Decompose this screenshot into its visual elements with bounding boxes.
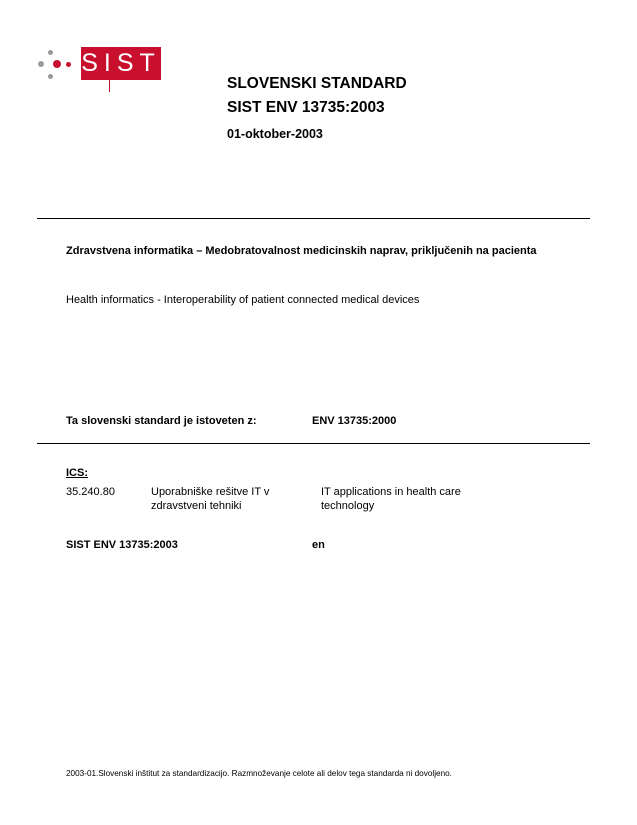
logo-dot-icon	[53, 60, 61, 68]
publication-date: 01-oktober-2003	[227, 127, 323, 141]
title-slovenian: Zdravstvena informatika – Medobratovalnost medicinskih naprav, priključenih na pacienta	[66, 245, 537, 257]
title-english: Health informatics - Interoperability of patient connected medical devices	[66, 294, 420, 306]
identical-label: Ta slovenski standard je istoveten z:	[66, 415, 257, 427]
ics-code: 35.240.80	[66, 486, 115, 498]
middle-divider	[37, 443, 590, 444]
designation-language: en	[312, 539, 325, 551]
identical-value: ENV 13735:2000	[312, 415, 397, 427]
ics-slovenian: Uporabniške rešitve IT v zdravstveni tehniki	[151, 486, 270, 512]
logo-dot-icon	[66, 62, 71, 67]
logo-dot-icon	[48, 74, 53, 79]
logo-dot-icon	[48, 50, 53, 55]
logo-bar	[109, 80, 110, 92]
logo-dot-icon	[38, 61, 44, 67]
logo-text: SIST	[81, 47, 161, 80]
ics-label: ICS:	[66, 467, 88, 479]
top-divider	[37, 218, 590, 219]
standard-heading: SLOVENSKI STANDARD	[227, 75, 407, 92]
copyright-footer: 2003-01.Slovenski inštitut za standardizacijo. Razmnoževanje celote ali delov tega standarda ni dovoljeno.	[66, 769, 452, 778]
designation-code: SIST ENV 13735:2003	[66, 539, 178, 551]
ics-english: IT applications in health care technology	[321, 486, 461, 512]
standard-number: SIST ENV 13735:2003	[227, 99, 385, 116]
